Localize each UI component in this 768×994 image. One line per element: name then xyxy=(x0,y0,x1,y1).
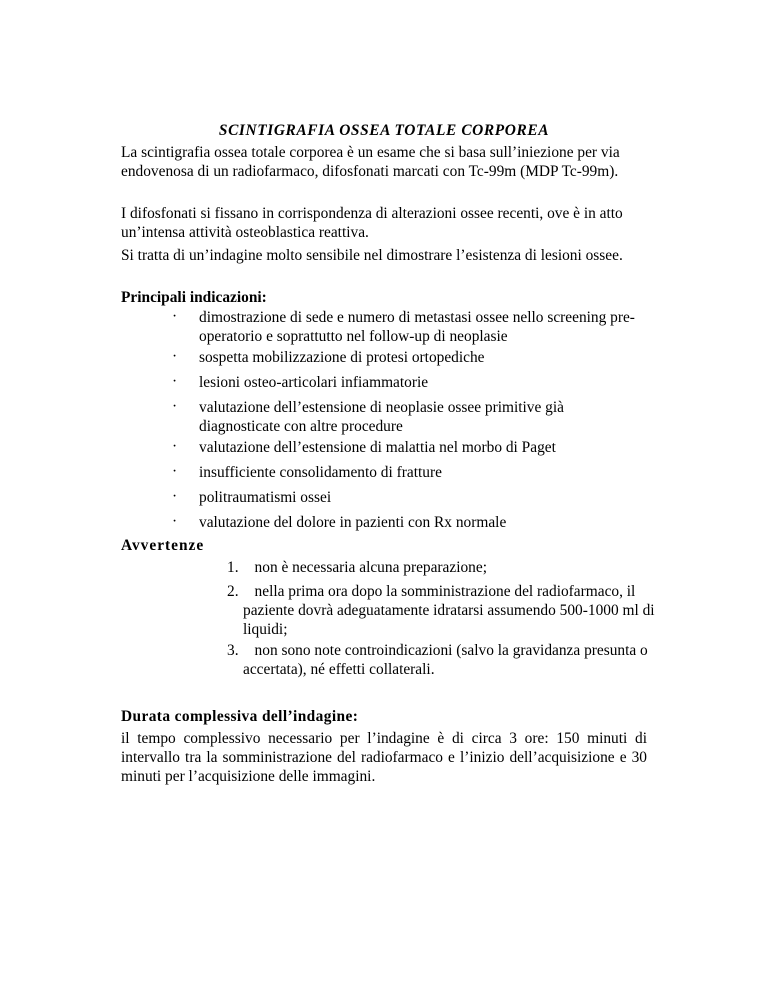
list-item-text: lesioni osteo-articolari infiammatorie xyxy=(199,374,429,391)
list-item-number: 2. xyxy=(227,583,239,600)
intro-paragraph-2: I difosfonati si fissano in corrispondenza di alterazioni ossee recenti, ove è in atto un’intensa attività osteoblastica reattiva. xyxy=(121,205,623,241)
intro-paragraph-3: Si tratta di un’indagine molto sensibile nel dimostrare l’esistenza di lesioni ossee. xyxy=(121,247,623,264)
list-item-text: non è necessaria alcuna preparazione; xyxy=(254,559,487,576)
list-item-text: valutazione del dolore in pazienti con Rx normale xyxy=(199,514,507,531)
indications-heading: Principali indicazioni: xyxy=(121,289,267,306)
list-item-text: valutazione dell’estensione di neoplasie ossee primitive già diagnosticate con altre procedure xyxy=(199,399,564,435)
list-item-text: sospetta mobilizzazione di protesi ortopediche xyxy=(199,349,485,366)
warnings-heading: Avvertenze xyxy=(121,537,205,554)
bullet-icon: · xyxy=(172,398,178,415)
list-item-text: insufficiente consolidamento di fratture xyxy=(199,464,442,481)
list-item-text: nella prima ora dopo la somministrazione del radiofarmaco, il paziente dovrà adeguatamente idratarsi assumendo 500-1000 ml di liquidi; xyxy=(243,583,655,638)
bullet-icon: · xyxy=(172,373,178,390)
list-item-number: 1. xyxy=(227,559,239,576)
list-item-text: valutazione dell’estensione di malattia nel morbo di Paget xyxy=(199,439,556,456)
document-title: SCINTIGRAFIA OSSEA TOTALE CORPOREA xyxy=(218,122,550,139)
duration-paragraph: il tempo complessivo necessario per l’indagine è di circa 3 ore: 150 minuti di intervallo tra la somministrazione del radiofarmaco e l’inizio dell’acquisizione e 30 minuti per l’acquisizione delle immagini. xyxy=(121,730,647,785)
bullet-icon: · xyxy=(172,348,178,365)
list-item-text: non sono note controindicazioni (salvo la gravidanza presunta o accertata), né effetti collaterali. xyxy=(243,642,648,678)
bullet-icon: · xyxy=(172,488,178,505)
bullet-icon: · xyxy=(172,308,178,325)
bullet-icon: · xyxy=(172,438,178,455)
bullet-icon: · xyxy=(172,463,178,480)
bullet-icon: · xyxy=(172,513,178,530)
list-item-number: 3. xyxy=(227,642,239,659)
intro-paragraph-1: La scintigrafia ossea totale corporea è un esame che si basa sull’iniezione per via endovenosa di un radiofarmaco, difosfonati marcati con Tc-99m (MDP Tc-99m). xyxy=(121,144,620,180)
duration-heading: Durata complessiva dell’indagine: xyxy=(121,708,359,725)
list-item-text: politraumatismi ossei xyxy=(199,489,332,506)
list-item-text: dimostrazione di sede e numero di metastasi ossee nello screening pre-operatorio e soprattutto nel follow-up di neoplasie xyxy=(199,309,635,345)
